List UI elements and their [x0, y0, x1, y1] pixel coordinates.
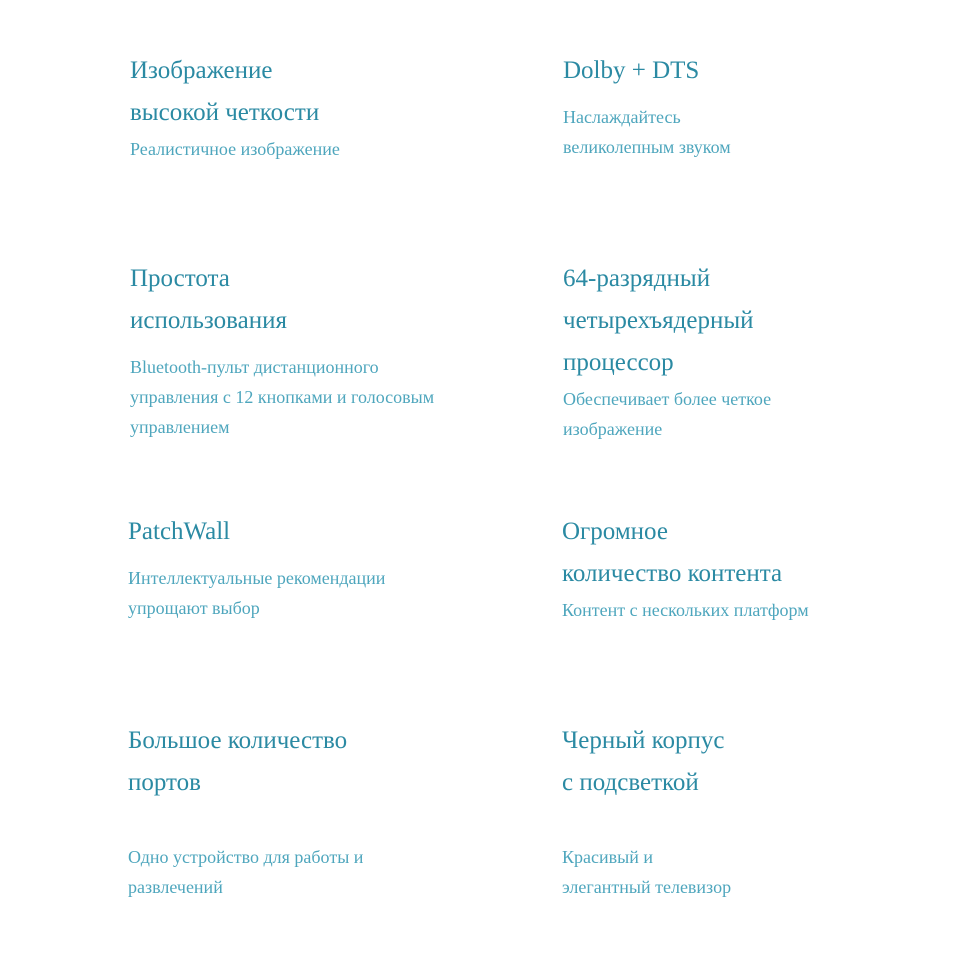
- feature-content: [562, 511, 942, 625]
- feature-patchwall: [128, 511, 508, 623]
- feature-description: Наслаждайтесь великолепным звуком: [563, 107, 731, 157]
- feature-title: PatchWall: [128, 518, 231, 545]
- feature-ports: [128, 720, 508, 902]
- feature-description: Контент с нескольких платформ: [562, 600, 809, 620]
- feature-backlit-body: [562, 720, 942, 902]
- feature-title: 64-разрядный четырехъядерный процессор: [563, 265, 754, 376]
- feature-description: Красивый и элегантный телевизор: [562, 847, 732, 897]
- feature-title: Большое количество портов: [128, 727, 348, 796]
- feature-description: Обеспечивает более четкое изображение: [563, 389, 772, 439]
- feature-ease-of-use: [130, 258, 510, 442]
- feature-hd-image: [130, 50, 510, 164]
- feature-description: Одно устройство для работы и развлечений: [128, 847, 364, 897]
- feature-title: Огромное количество контента: [562, 518, 783, 587]
- feature-title: Dolby + DTS: [563, 57, 700, 84]
- feature-title: Черный корпус с подсветкой: [562, 727, 725, 796]
- feature-description: Bluetooth-пульт дистанционного управления с 12 кнопками и голосовым управлением: [130, 357, 435, 437]
- feature-processor: [563, 258, 943, 444]
- feature-description: Реалистичное изображение: [130, 139, 340, 159]
- feature-description: Интеллектуальные рекомендации упрощают выбор: [128, 568, 386, 618]
- feature-dolby-dts: [563, 50, 943, 162]
- feature-title: Простота использования: [130, 265, 287, 334]
- feature-title: Изображение высокой четкости: [130, 57, 320, 126]
